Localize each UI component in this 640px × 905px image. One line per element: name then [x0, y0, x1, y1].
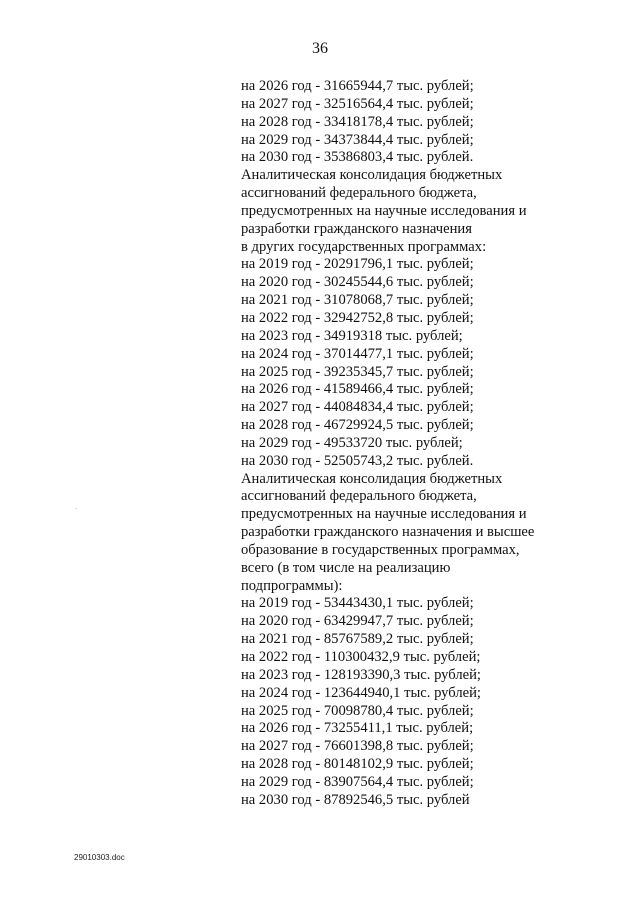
text-line: на 2026 год - 41589466,4 тыс. рублей; [241, 381, 474, 398]
text-line: на 2026 год - 73255411,1 тыс. рублей; [241, 720, 474, 737]
margin-mark: · [75, 505, 78, 513]
text-line: на 2020 год - 30245544,6 тыс. рублей; [241, 274, 474, 291]
text-line: предусмотренных на научные исследования и [241, 506, 527, 523]
text-line: на 2023 год - 34919318 тыс. рублей; [241, 327, 463, 344]
text-line: на 2025 год - 39235345,7 тыс. рублей; [241, 363, 474, 380]
text-line: на 2023 год - 128193390,3 тыс. рублей; [241, 666, 481, 683]
text-line: в других государственных программах: [241, 238, 487, 255]
text-line: на 2030 год - 35386803,4 тыс. рублей. [241, 149, 474, 166]
text-line: на 2027 год - 76601398,8 тыс. рублей; [241, 738, 474, 755]
text-line: на 2029 год - 34373844,4 тыс. рублей; [241, 131, 474, 148]
text-line: на 2024 год - 37014477,1 тыс. рублей; [241, 345, 474, 362]
text-line: на 2027 год - 44084834,4 тыс. рублей; [241, 399, 474, 416]
text-line: на 2020 год - 63429947,7 тыс. рублей; [241, 613, 474, 630]
text-line: на 2019 год - 53443430,1 тыс. рублей; [241, 595, 474, 612]
text-line: подпрограммы): [241, 577, 343, 594]
text-line: на 2029 год - 83907564,4 тыс. рублей; [241, 773, 474, 790]
text-line: на 2028 год - 46729924,5 тыс. рублей; [241, 417, 474, 434]
file-name-footer: 29010303.doc [74, 853, 125, 862]
text-line: на 2028 год - 80148102,9 тыс. рублей; [241, 756, 474, 773]
text-line: всего (в том числе на реализацию [241, 559, 451, 576]
text-line: на 2029 год - 49533720 тыс. рублей; [241, 434, 463, 451]
text-line: на 2024 год - 123644940,1 тыс. рублей; [241, 684, 481, 701]
text-line: предусмотренных на научные исследования и [241, 202, 527, 219]
text-line: разработки гражданского назначения [241, 220, 472, 237]
text-line: на 2026 год - 31665944,7 тыс. рублей; [241, 78, 474, 94]
text-line: Аналитическая консолидация бюджетных [241, 167, 503, 184]
text-line: на 2028 год - 33418178,4 тыс. рублей; [241, 113, 474, 130]
text-line: на 2021 год - 85767589,2 тыс. рублей; [241, 631, 474, 648]
page-number: 36 [312, 40, 328, 57]
document-body [241, 78, 571, 810]
text-line: ассигнований федерального бюджета, [241, 488, 477, 505]
text-line: на 2021 год - 31078068,7 тыс. рублей; [241, 292, 474, 309]
text-line: на 2030 год - 87892546,5 тыс. рублей [241, 791, 470, 808]
text-line: на 2025 год - 70098780,4 тыс. рублей; [241, 702, 474, 719]
text-line: образование в государственных программах, [241, 541, 520, 558]
text-line: на 2022 год - 32942752,8 тыс. рублей; [241, 309, 474, 326]
text-line: ассигнований федерального бюджета, [241, 185, 477, 202]
text-line: Аналитическая консолидация бюджетных [241, 470, 503, 487]
text-line: на 2022 год - 110300432,9 тыс. рублей; [241, 649, 481, 665]
text-line: на 2030 год - 52505743,2 тыс. рублей. [241, 452, 474, 469]
text-line: разработки гражданского назначения и высшее [241, 524, 535, 541]
text-line: на 2027 год - 32516564,4 тыс. рублей; [241, 95, 474, 112]
text-line: на 2019 год - 20291796,1 тыс. рублей; [241, 256, 474, 273]
